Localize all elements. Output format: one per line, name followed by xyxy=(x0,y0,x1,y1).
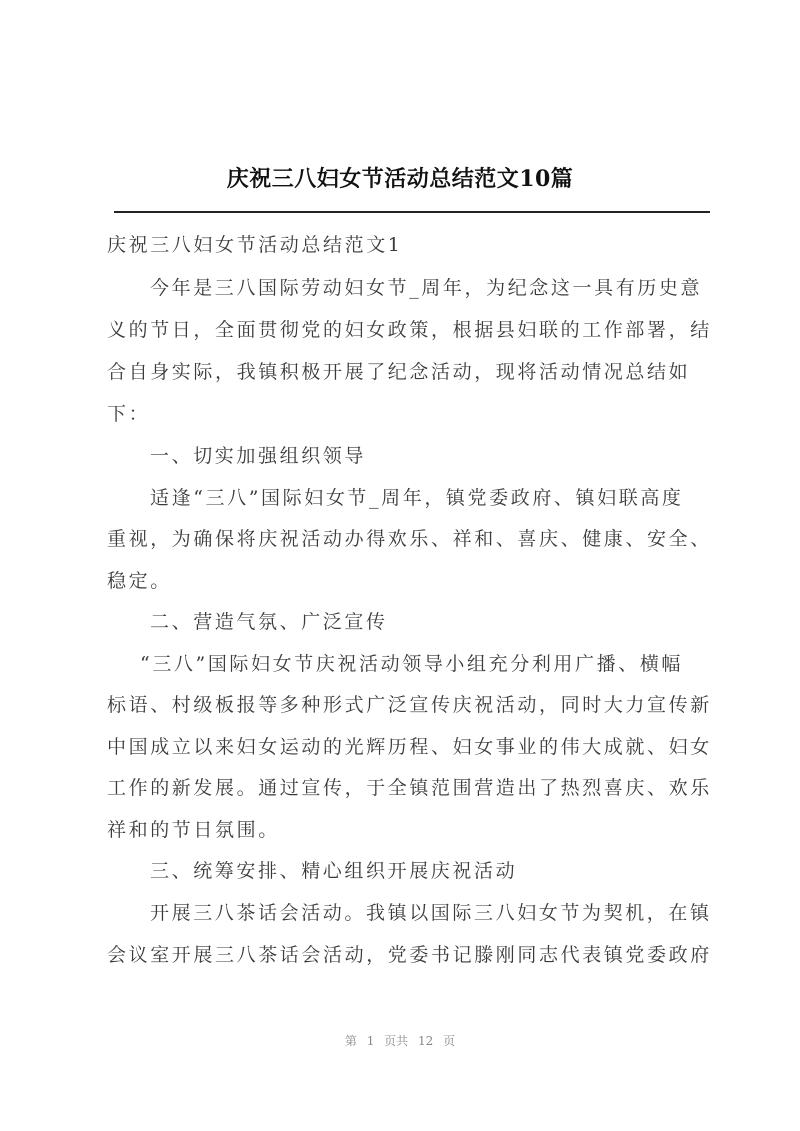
paragraph-line: “三八”国际妇女节庆祝活动领导小组充分利用广播、横幅 xyxy=(140,653,684,675)
paragraph-line: 开展三八茶话会活动。我镇以国际三八妇女节为契机，在镇 xyxy=(150,902,712,924)
paragraph-line: 中国成立以来妇女运动的光辉历程、妇女事业的伟大成就、妇女 xyxy=(107,736,712,758)
paragraph-line: 适逢“三八”国际妇女节_周年，镇党委政府、镇妇联高度 xyxy=(150,487,684,509)
paragraph-line: 合自身实际，我镇积极开展了纪念活动，现将活动情况总结如 xyxy=(107,361,691,383)
paragraph-line: 稳定。 xyxy=(107,570,172,592)
paragraph-line: 义的节日，全面贯彻党的妇女政策，根据县妇联的工作部署，结 xyxy=(107,319,712,341)
paragraph-line: 今年是三八国际劳动妇女节_周年，为纪念这一具有历史意 xyxy=(150,277,703,299)
document-title: 庆祝三八妇女节活动总结范文10篇 xyxy=(226,166,574,192)
subheading: 二、营造气氛、广泛宣传 xyxy=(150,611,388,633)
page-footer: 第 1 页共 12 页 xyxy=(344,1034,456,1048)
paragraph-line: 标语、村级板报等多种形式广泛宣传庆祝活动，同时大力宣传新 xyxy=(107,694,712,716)
subheading: 三、统筹安排、精心组织开展庆祝活动 xyxy=(150,860,518,882)
paragraph-line: 祥和的节日氛围。 xyxy=(107,819,280,841)
section-heading: 庆祝三八妇女节活动总结范文1 xyxy=(107,234,403,256)
subheading: 一、切实加强组织领导 xyxy=(150,445,367,467)
paragraph-line: 重视，为确保将庆祝活动办得欢乐、祥和、喜庆、健康、安全、 xyxy=(107,528,712,550)
paragraph-line: 工作的新发展。通过宣传，于全镇范围营造出了热烈喜庆、欢乐 xyxy=(107,777,712,799)
paragraph-line: 会议室开展三八茶话会活动，党委书记滕刚同志代表镇党委政府 xyxy=(107,944,712,966)
paragraph-line: 下： xyxy=(107,403,151,425)
title-divider xyxy=(114,211,710,213)
